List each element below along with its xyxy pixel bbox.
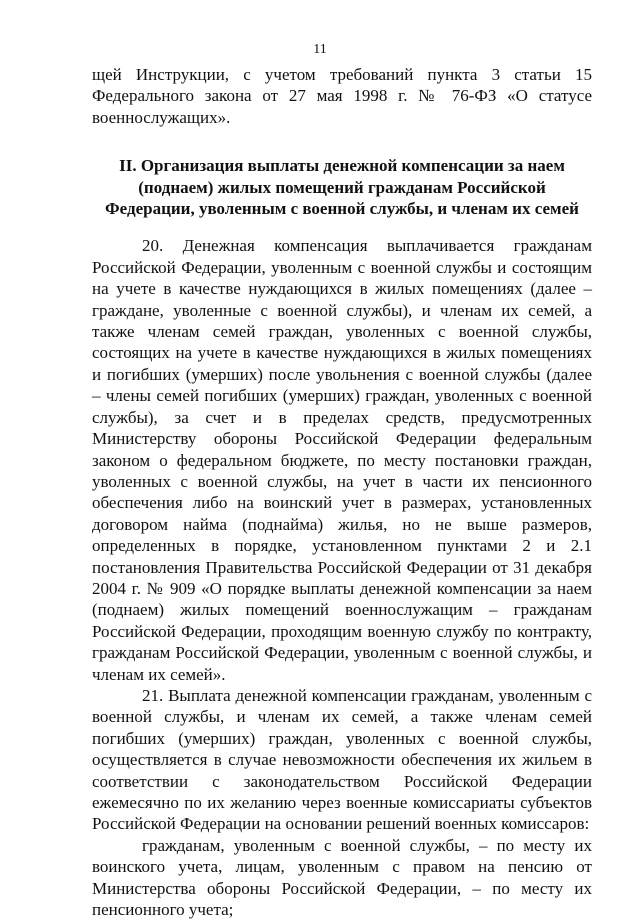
document-body <box>92 64 592 920</box>
paragraph-21: 21. Выплата денежной компенсации гражданам, уволенным с военной службы, и членам их семей, а также членам семей погибших (умерших) граждан, уволенных с военной службы, осуществляется в случае невозможности обеспечения их жильем в соответствии с законодательством Российской Федерации ежемесячно по их желанию через военные комиссариаты субъектов Российской Федерации на основании решений военных комиссаров: <box>92 685 592 834</box>
paragraph-21-item: гражданам, уволенным с военной службы, – по месту их воинского учета, лицам, уволенным с правом на пенсию от Министерства обороны Российской Федерации, – по месту их пенсионного учета; <box>92 835 592 920</box>
section-heading: II. Организация выплаты денежной компенсации за наем (поднаем) жилых помещений гражданам Российской Федерации, уволенным с военной службы, и членам их семей <box>105 156 579 219</box>
page-number: 11 <box>313 42 327 57</box>
paragraph-20: 20. Денежная компенсация выплачивается гражданам Российской Федерации, уволенным с военной службы и состоящим на учете в качестве нуждающихся в жилых помещениях (далее – граждане, уволенные с военной службы), и членам их семей, а также членам семей граждан, уволенных с военной службы, состоящих на учете в качестве нуждающихся в жилых помещениях и погибших (умерших) после увольнения с военной службы (далее – члены семей погибших (умерших) граждан, уволенных с военной службы), за счет и в пределах средств, предусмотренных Министерству обороны Российской Федерации федеральным законом о федеральном бюджете, по месту постановки граждан, уволенных с военной службы, на учет в части их пенсионного обеспечения либо на воинский учет в размерах, установленных договором найма (поднайма) жилья, но не выше размеров, определенных в порядке, установленном пунктами 2 и 2.1 постановления Правительства Российской Федерации от 31 декабря 2004 г. № 909 «О порядке выплаты денежной компенсации за наем (поднаем) жилых помещений военнослужащим – гражданам Российской Федерации, проходящим военную службу по контракту, гражданам Российской Федерации, уволенным с военной службы, и членам их семей». <box>92 236 592 684</box>
intro-paragraph: щей Инструкции, с учетом требований пункта 3 статьи 15 Федерального закона от 27 мая 1998 г. № 76-ФЗ «О статусе военнослужащих». <box>92 65 592 127</box>
